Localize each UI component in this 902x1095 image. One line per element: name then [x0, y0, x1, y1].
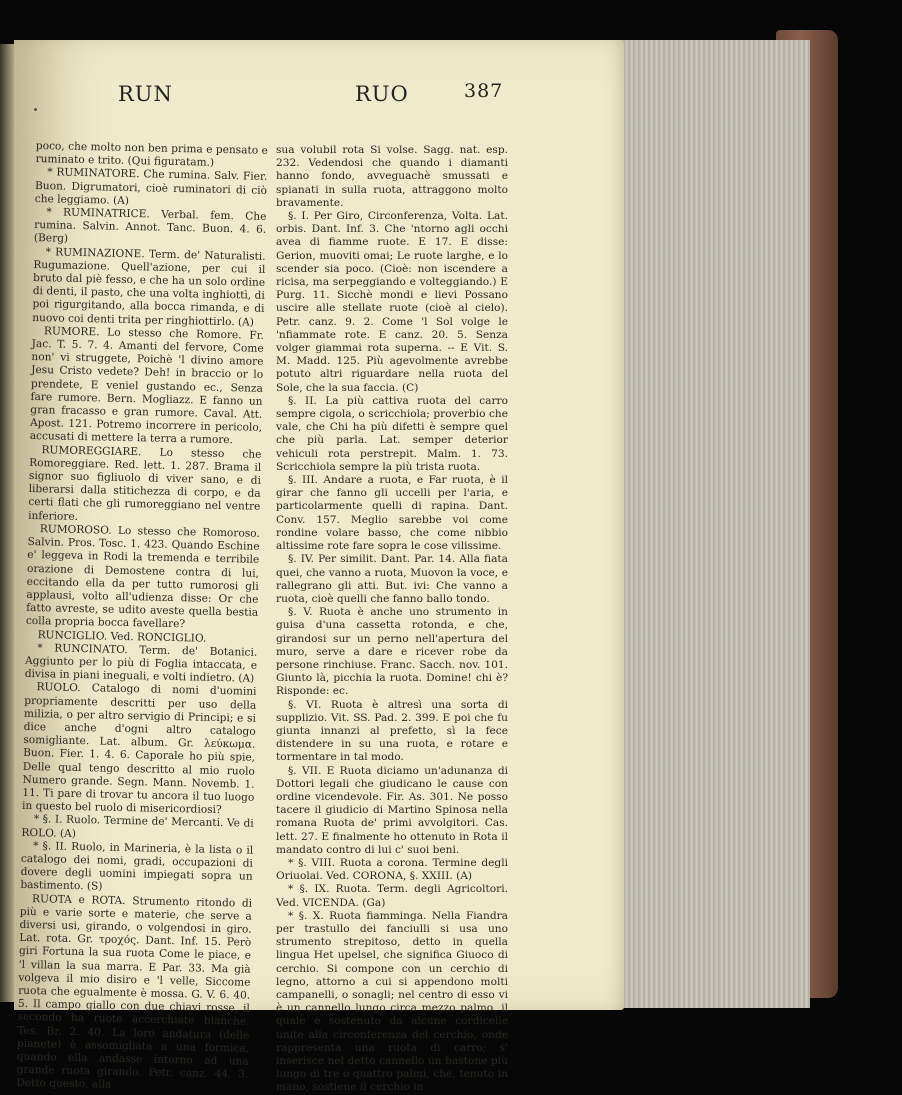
book-page: [14, 40, 624, 1094]
entry: * §. I. Ruolo. Termine de' Mercanti. Ve di ROLO. (A): [21, 813, 254, 840]
entry: RUOLO. Catalogo di nomi d'uomini propriamente descritti per uso della milizia, o per altro servigio di Principi; e si dice anche d'ogni altro catalogo somigliante. Lat. album. Gr. λεύκωμα. Buon. Fier. 1. 4. 6. Caporale ho più spie, Delle qual tengo descritto al mio ruolo Numero grande. Segn. Mann. Novemb. 1. 11. Ti pare di trovar tu ancora il tuo luogo in questo bel ruolo di misericordiosi?: [21, 681, 257, 817]
page-speck: [34, 108, 37, 111]
page-number: 387: [464, 80, 504, 102]
entry: * RUMINAZIONE. Term. de' Naturalisti. Rugumazione. Quell'azione, per cui il bruto dal piè fesso, e che ha un solo ordine di denti, il pasto, che una volta inghiottì, di poi rigurgitando, alla bocca rimanda, e di nuovo coi denti trita per ringhiottirlo. (A): [32, 245, 266, 329]
entry: RUNCIGLIO. Ved. RONCIGLIO.: [37, 628, 207, 645]
entry: RUMOREGGIARE. Lo stesso che Romoreggiare. Red. lett. 1. 287. Brama il signor suo figliuolo di viver sano, e di liberarsi dalla stitichezza di corpo, e da certi flati che gli rumoreggiano nel ventre inferiore.: [28, 443, 262, 523]
entry: * §. X. Ruota fiamminga. Nella Fiandra per trastullo dei fanciulli si usa uno strumento strepitoso, detto in quella lingua Het upelsel, che significa Giuoco di cerchio. Si compone con un cerchio di legno, attorno a cui si appendono molti campanelli, o sonagli; nel centro di esso vi è un cannello lungo circa mezzo palmo, il quale è sostenuto da alcune cordicelle unite alla circonferenza del cerchio, onde rappresenta una ruota di carro; s' inserisce nel detto cannello un bastone più lungo di tre o quattro palmi, che, tenuto in mano, sostiene il cerchio in: [276, 909, 508, 1094]
right-column: [276, 144, 508, 1095]
entry: RUMORE. Lo stesso che Romore. Fr. Jac. T. 5. 7. 4. Amanti del fervore, Come non' vi struggete, Poichè 'l divino amore Jesu Cristo vedete? Deh! in braccio or lo prendete, E veniel gustando ec., Senza fare rumore. Bern. Mogliazz. E fanno un gran fracasso e gran rumore. Caval. Att. Apost. 121. Potremo incorrere in pericolo, accusati di mettere la terra a rumore.: [29, 325, 265, 447]
left-column: [16, 140, 268, 1095]
entry: RUMOROSO. Lo stesso che Romoroso. Salvin. Pros. Tosc. 1. 423. Quando Eschine e' leggeva in Rodi la tremenda e terribile orazione di Demostene contra di lui, eccitando ella da per tutto rumorosi gli applausi, volto all'udienza disse: Or che fatto avreste, se udito aveste quella bestia colla propria bocca favellare?: [25, 523, 260, 631]
entry: §. IV. Per similit. Dant. Par. 14. Alla fiata quei, che vanno a ruota, Muovon la voce, e rallegrano gli atti. But. ivi: Che vanno a ruota, cioè quelli che fanno ballo tondo.: [276, 553, 508, 605]
entry: §. V. Ruota è anche uno strumento in guisa d'una cassetta rotonda, e che, girandosi sur un perno nell'apertura del muro, serve a dare e ricever robe da persone rinchiuse. Franc. Sacch. nov. 101. Giunto là, picchia la ruota. Domine! chi è? Risponde: ec.: [276, 606, 508, 698]
entry: §. VII. E Ruota diciamo un'adunanza di Dottori legali che giudicano le cause con ordine vicendevole. Fir. As. 301. Ne posso tacere il giudicio di Martino Spinosa nella romana Ruota de' primi avvolgitori. Cas. lett. 27. E finalmente ho ottenuto in Rota il mandato contro di lui c' suoi beni.: [276, 764, 508, 856]
entry: §. III. Andare a ruota, e Far ruota, è il girar che fanno gli uccelli per l'aria, e particolarmente quelli di rapina. Dant. Conv. 157. Meglio sarebbe voi come rondine volare basso, che come nibbio altissime rote fare sopra le cose vilissime.: [276, 474, 508, 553]
left-page-edge: [0, 44, 15, 1002]
running-head-right: RUO: [355, 82, 409, 106]
entry: RUOTA e ROTA. Strumento ritondo di più e varie sorte e materie, che serve a diversi usi, girando, o volgendosi in giro. Lat. rota. Gr. τροχός. Dant. Inf. 15. Però giri Fortuna la sua ruota Come le piace, e 'l villan la sua marra. E Par. 33. Ma già volgeva il mio disiro e 'l velle, Siccome ruota che egualmente è mossa. G. V. 6. 40. 5. Il campo giallo con due chiavi rosse, il secondo ha ruote accerchiate bianche. Tes. Br. 2. 40. La loro andatura (delle pianete) è assomigliata a una formica, quando ella andasse intorno ad una grande ruota girando. Petr. canz. 44. 3. Detto questo, alla: [16, 892, 253, 1092]
entry: * §. II. Ruolo, in Marineria, è la lista o il catalogo dei nomi, gradi, occupazioni di dovere degli uomini impiegati sopra un bastimento. (S): [20, 839, 254, 893]
page-edges: [620, 40, 810, 1008]
entry: * §. IX. Ruota. Term. degli Agricoltori. Ved. VICENDA. (Ga): [276, 883, 508, 909]
entry: * §. VIII. Ruota a corona. Termine degli Oriuolai. Ved. CORONA, §. XXIII. (A): [276, 856, 508, 883]
entry: poco, che molto non ben prima e pensato e ruminato e trito. (Qui figuratam.): [35, 140, 268, 169]
entry: §. II. La più cattiva ruota del carro sempre cigola, o scricchiola; proverbio che vale, che Chi ha più difetti è sempre quel che più parla. Lat. semper deterior vehiculi rota perstrepit. Malm. 1. 73. Scricchiola sempre la più trista ruota.: [276, 394, 508, 473]
entry: * RUMINATORE. Che rumina. Salv. Fier. Buon. Digrumatori, cioè ruminatori di ciò che leggiamo. (A): [34, 166, 268, 207]
running-head-left: RUN: [118, 82, 173, 106]
entry: * RUNCINATO. Term. de' Botanici. Aggiunto per lo più di Foglia intaccata, e divisa in piani ineguali, e volti indietro. (A): [24, 641, 258, 685]
entry: §. VI. Ruota è altresì una sorta di supplizio. Vit. SS. Pad. 2. 399. E poi che fu giunta innanzi al prefetto, sì la fece distendere in su una ruota, e rotare e tormentare in tal modo.: [276, 698, 508, 764]
entry: sua volubil rota Si volse. Sagg. nat. esp. 232. Vedendosi che quando i diamanti hanno fondo, avveguachè smussati e spianati in sulla ruota, attraggono molto bravamente.: [276, 144, 508, 209]
entry: * RUMINATRICE. Verbal. fem. Che rumina. Salvin. Annot. Tanc. Buon. 4. 6. (Berg): [33, 206, 267, 246]
entry: §. I. Per Giro, Circonferenza, Volta. Lat. orbis. Dant. Inf. 3. Che 'ntorno agli occhi avea di fiamme ruote. E 17. E disse: Gerion, muoviti omai; Le ruote larghe, e lo scender sia poco. (Cioè: non iscendere a ricisa, ma serpeggiando e volteggiando.) E Purg. 11. Sicchè mondi e lievi Possano uscire alle stellate ruote (cioè al cielo). Petr. canz. 9. 2. Come 'l Sol volge le 'nfiammate rote. E canz. 20. 5. Senza volger giammai rota superna. -- E Vit. S. M. Madd. 125. Più agevolmente avrebbe potuto altri riguardare nella ruota del Sole, che la sua faccia. (C): [276, 210, 508, 394]
